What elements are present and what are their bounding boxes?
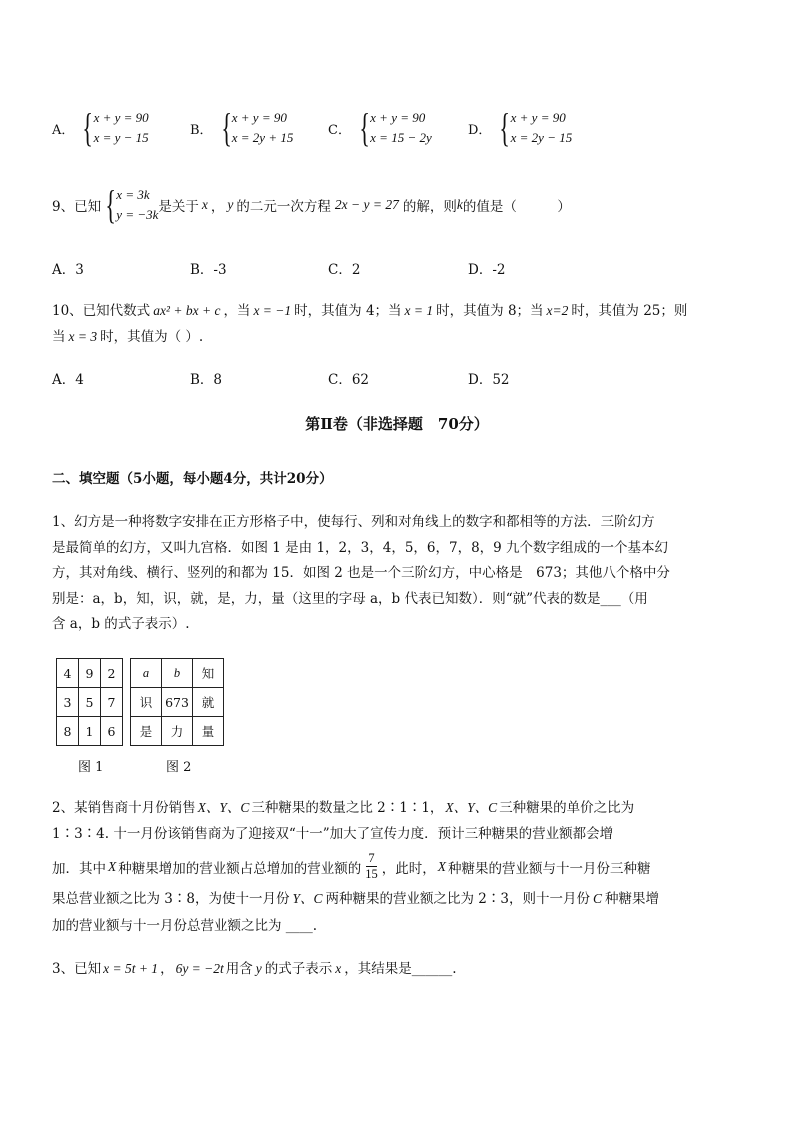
p2-line1: 2、某销售商十月份销售 X、Y、C 三种糖果的数量之比 2∶1∶1， X、Y、C 三种糖果的单价之比为 <box>52 800 635 816</box>
p1-line: 方，其对角线、横行、竖列的和都为 15．如图 2 也是一个三阶幻方，中心格是 673；其他八个格中分 <box>52 565 670 581</box>
q8-option-c: C． { x + y = 90 x = 15 − 2y <box>328 105 432 150</box>
q8-option-d: D． { x + y = 90 x = 2y − 15 <box>468 105 573 150</box>
q10-option-b: B．8 <box>190 372 223 388</box>
figure2-caption: 图 2 <box>166 760 192 775</box>
p1-line: 1、幻方是一种将数字安排在正方形格子中，使每行、列和对角线上的数字和都相等的方法．三阶幻方 <box>52 514 655 530</box>
q9-option-b: B．-3 <box>190 262 227 278</box>
q10-stem-line1: 10、已知代数式 ax² + bx + c ，当 x = −1 时，其值为 4；当 x = 1 时，其值为 8；当 x=2 时，其值为 25；则 <box>52 303 688 319</box>
part2-heading: 二、填空题（5小题，每小题4分，共计20分） <box>52 471 333 487</box>
equation-system: { x = 3k y = −3k <box>105 182 159 227</box>
q10-stem-line2: 当 x = 3 时，其值为（ ）. <box>52 329 204 345</box>
equation-system: { x + y = 90 x = 2y − 15 <box>499 105 573 150</box>
q10-option-a: A．4 <box>52 372 84 388</box>
equation-system: { x + y = 90 x = y − 15 <box>82 105 149 150</box>
p1-line: 是最简单的幻方，又叫九宫格．如图 1 是由 1，2，3，4，5，6，7，8，9 九个数字组成的一个基本幻 <box>52 540 669 556</box>
figure1-caption: 图 1 <box>78 760 104 775</box>
q9-option-c: C．2 <box>328 262 361 278</box>
q9-option-d: D．-2 <box>468 262 506 278</box>
equation-system: { x + y = 90 x = 15 − 2y <box>359 105 432 150</box>
q8-option-b: B． { x + y = 90 x = 2y + 15 <box>190 105 294 150</box>
p3-line: 3、已知 x = 5t + 1 ， 6y = −2t 用含 y 的式子表示 x ，其结果是______. <box>52 961 457 977</box>
fraction: $\frac{7}{15}$ <box>365 851 378 881</box>
q8-option-a: A． { x + y = 90 x = y − 15 <box>52 105 149 150</box>
equation-system: { x + y = 90 x = 2y + 15 <box>220 105 294 150</box>
q9-stem: 9、已知 { x = 3k y = −3k 是关于 x ， y 的二元一次方程 2x − y = 27 的解，则 k 的值是（ ） <box>52 182 571 227</box>
q10-option-d: D．52 <box>468 372 510 388</box>
p2-line3: 加．其中 X 种糖果增加的营业额占总增加的营业额的 $\frac{7}{15}$ ，此时， X 种糖果的营业额与十一月份三种糖 <box>52 851 651 881</box>
p1-line: 含 a，b 的式子表示）. <box>52 616 190 632</box>
p1-line: 别是：a，b，知，识，就，是，力，量（这里的字母 a，b 代表已知数）．则“就”代表的数是___（用 <box>52 591 648 607</box>
p2-line4: 果总营业额之比为 3∶8，为使十一月份 Y、C 两种糖果的营业额之比为 2∶3，则十一月份 C 种糖果增 <box>52 891 659 907</box>
q10-option-c: C．62 <box>328 372 370 388</box>
p2-line2: 1∶3∶4. 十一月份该销售商为了迎接双“十一”加大了宣传力度．预计三种糖果的营业额都会增 <box>52 826 614 842</box>
section-title: 第Ⅱ卷（非选择题 70分） <box>305 415 489 433</box>
p2-line5: 加的营业额与十一月份总营业额之比为 ____. <box>52 918 318 934</box>
q9-option-a: A．3 <box>52 262 84 278</box>
magic-square-figure2: a b 知 识 673 就 是 力 量 <box>130 658 224 746</box>
magic-square-figure1: 4 9 2 3 5 7 8 1 6 <box>56 658 123 746</box>
